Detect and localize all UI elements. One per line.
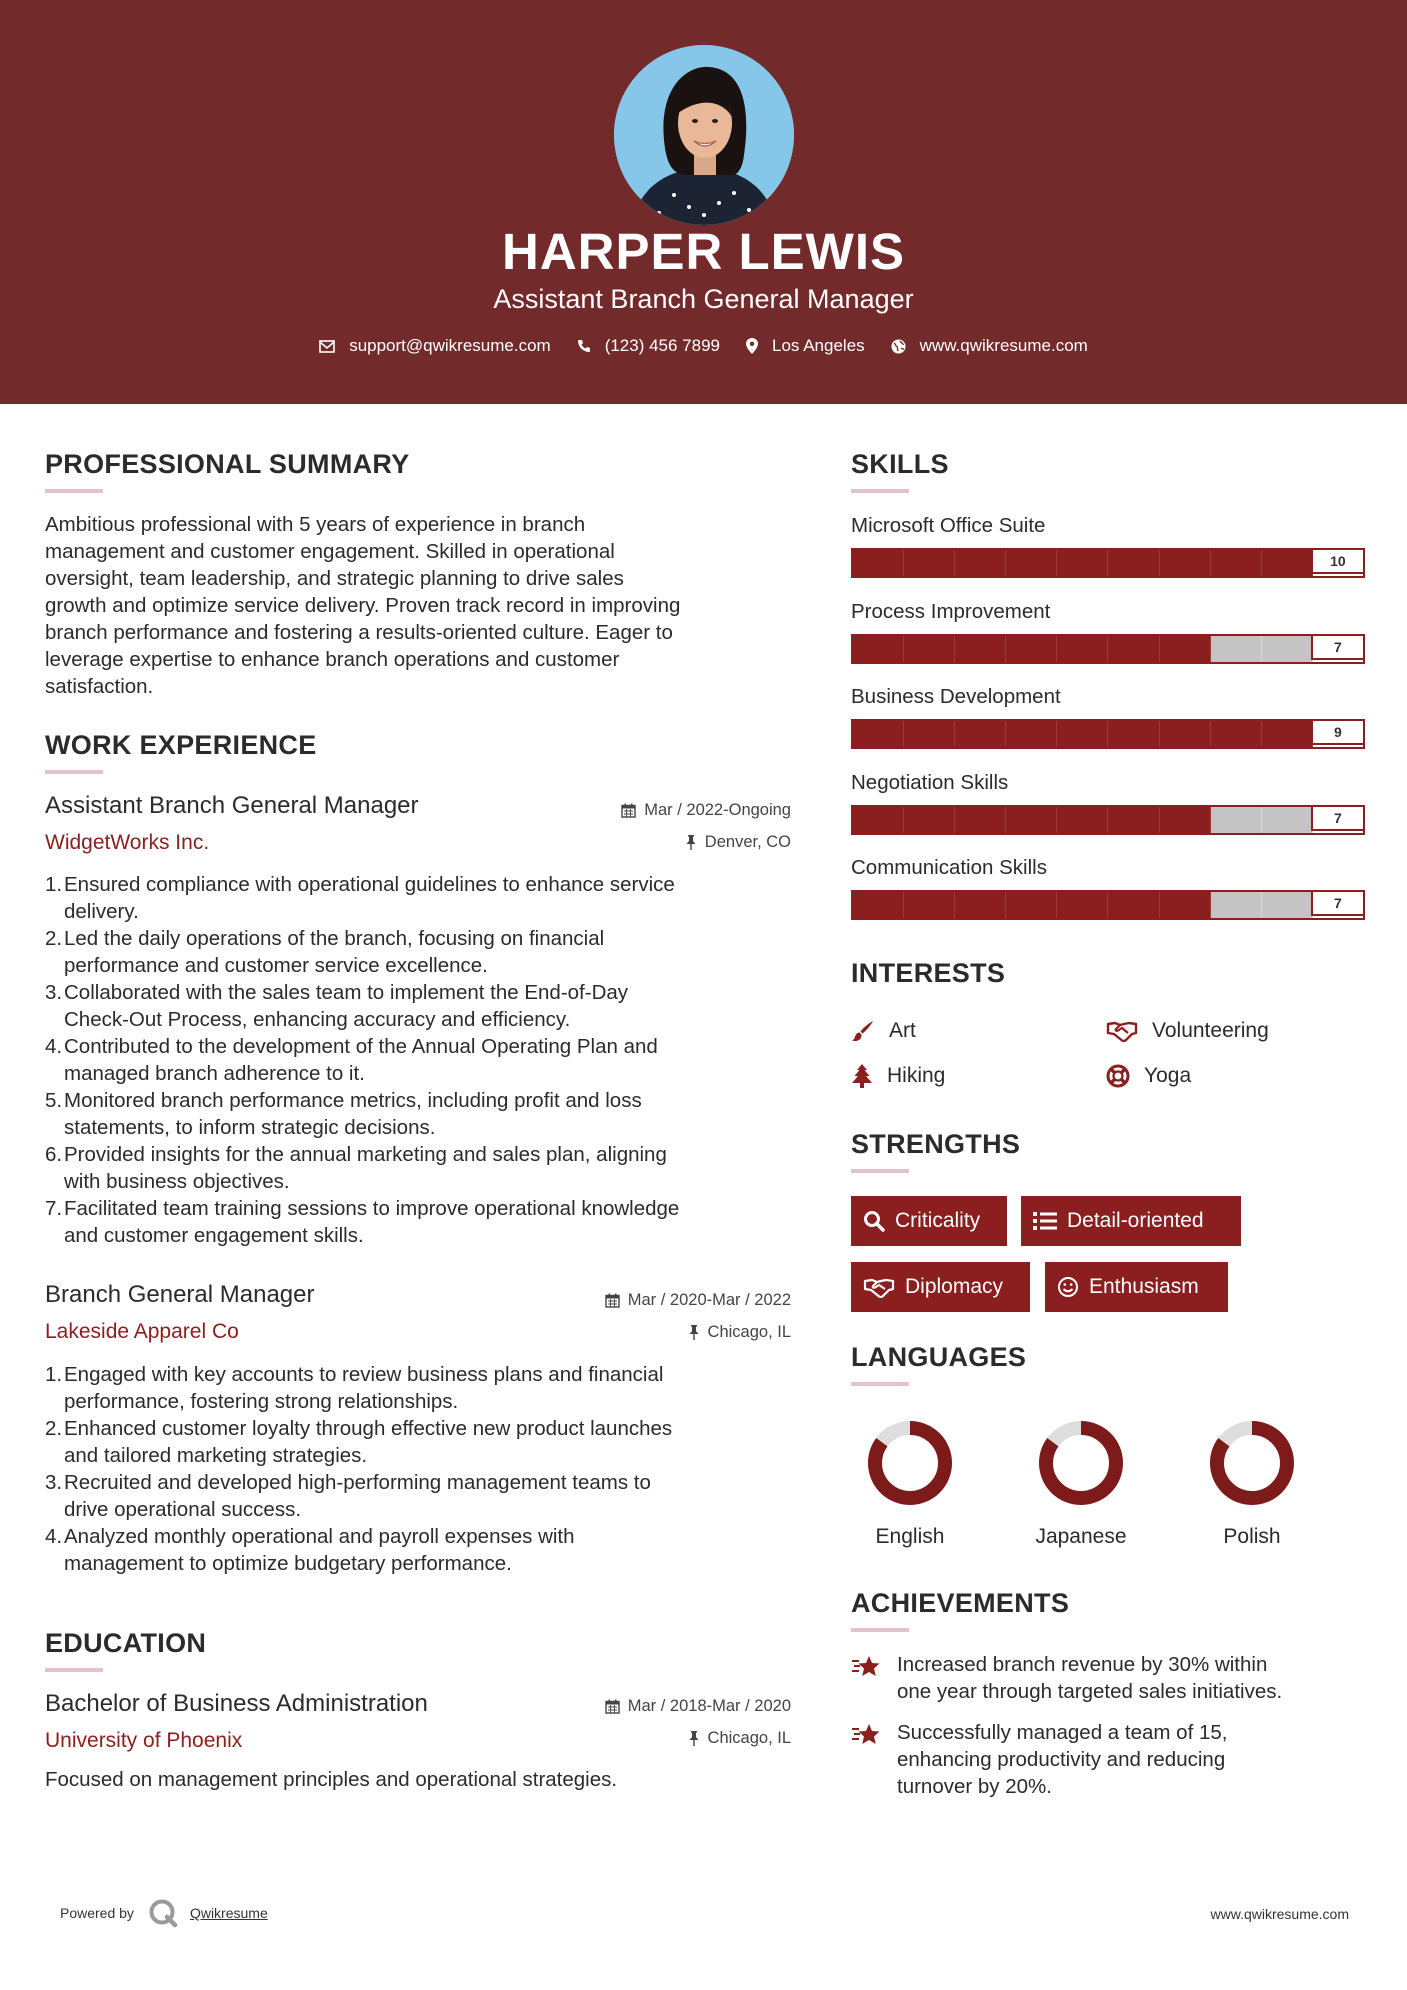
candidate-title: Assistant Branch General Manager [493, 284, 914, 314]
interest-item [1106, 1064, 1191, 1088]
list-item-line: Analyzed monthly operational and payroll expenses with [64, 1525, 575, 1548]
summary-text [45, 511, 805, 700]
skill-level-segment [1160, 636, 1211, 662]
skill-level-segment [955, 807, 1006, 833]
experience-divider [45, 770, 103, 774]
calendar-icon [605, 1699, 620, 1714]
list-item-line: Collaborated with the sales team to implement the End-of-Day [64, 981, 629, 1004]
contact-website-text: www.qwikresume.com [919, 336, 1088, 355]
skill-level-label: 7 [1311, 890, 1365, 916]
list-item-line: managed branch adherence to it. [64, 1062, 365, 1085]
skills-divider [851, 489, 909, 493]
footer-url[interactable]: www.qwikresume.com [1210, 1906, 1349, 1922]
skill-level-segment [1108, 721, 1159, 747]
strength-label: Criticality [895, 1209, 981, 1232]
list-item-line: performance and customer service excellence. [64, 954, 488, 977]
list-item-line: Facilitated team training sessions to improve operational knowledge [64, 1197, 680, 1220]
list-item-line: statements, to inform strategic decisions. [64, 1116, 436, 1139]
strength-tag [1045, 1262, 1228, 1312]
skill-level-segment [853, 550, 904, 576]
skill-level-segment [904, 807, 955, 833]
summary-heading: PROFESSIONAL SUMMARY [45, 449, 410, 479]
skill-level-segment [904, 892, 955, 918]
list-number: 4. [45, 1035, 63, 1058]
contact-phone[interactable] [577, 336, 720, 356]
phone-icon [577, 339, 591, 353]
header-banner [0, 0, 1407, 404]
strengths-divider [851, 1169, 909, 1173]
list-item [45, 1195, 805, 1249]
skill-level-segment [904, 721, 955, 747]
job-location [531, 1323, 791, 1342]
strengths-heading: STRENGTHS [851, 1129, 1021, 1159]
skill-level-segment [853, 807, 904, 833]
list-number: 6. [45, 1143, 63, 1166]
skill-level-segment [1211, 636, 1262, 662]
skill-level-segment [1262, 636, 1313, 662]
job-title: Assistant Branch General Manager [45, 792, 419, 819]
handshake-icon [863, 1276, 895, 1298]
list-number: 5. [45, 1089, 63, 1112]
powered-by-label: Powered by [60, 1905, 134, 1921]
list-item [45, 1033, 805, 1087]
job-dates [531, 801, 791, 820]
education-location-text: Chicago, IL [707, 1729, 791, 1747]
strength-tag [1021, 1196, 1241, 1246]
summary-line: management and customer engagement. Skilled in operational [45, 540, 615, 563]
summary-line: growth and optimize service delivery. Proven track record in improving [45, 594, 681, 617]
list-item-line: Contributed to the development of the Annual Operating Plan and [64, 1035, 658, 1058]
education-dates-text: Mar / 2018-Mar / 2020 [627, 1697, 791, 1715]
list-item-line: drive operational success. [64, 1498, 302, 1521]
list-number: 2. [45, 927, 63, 950]
skill-name: Business Development [851, 685, 1061, 708]
skill-level-segment [1211, 807, 1262, 833]
interest-item [851, 1064, 945, 1088]
list-item [45, 1415, 805, 1469]
contact-email[interactable] [319, 336, 551, 356]
summary-line: branch performance and fostering a results-oriented culture. Eager to [45, 621, 673, 644]
skill-level-segment [955, 550, 1006, 576]
skill-level-label: 7 [1311, 805, 1365, 831]
skill-level-segment [1160, 550, 1211, 576]
skill-level-segment [1057, 721, 1108, 747]
contact-location [746, 336, 865, 356]
interest-item [1106, 1019, 1269, 1043]
achievement-text [897, 1651, 1282, 1705]
profile-photo [614, 45, 794, 225]
education-dates [531, 1697, 791, 1716]
skill-level-bar [851, 719, 1365, 749]
interest-label: Hiking [887, 1064, 946, 1087]
skill-name: Negotiation Skills [851, 770, 1009, 794]
search-icon [863, 1210, 885, 1232]
list-item-line: with business objectives. [64, 1170, 290, 1193]
language-donut [1031, 1413, 1131, 1513]
job-dates-text: Mar / 2020-Mar / 2022 [627, 1291, 791, 1309]
achievement-item [851, 1719, 1371, 1800]
list-item-line: Engaged with key accounts to review business plans and financial [64, 1363, 664, 1386]
handshake-icon [1106, 1019, 1138, 1043]
strength-tag [851, 1262, 1030, 1312]
list-item [45, 979, 805, 1033]
skill-level-segment [1108, 636, 1159, 662]
language-name: Polish [1223, 1525, 1281, 1548]
summary-divider [45, 489, 103, 493]
skill-level-segment [1211, 892, 1262, 918]
pushpin-icon [685, 835, 697, 850]
interest-label: Volunteering [1152, 1019, 1269, 1042]
skill-level-segment [1057, 550, 1108, 576]
skill-level-segment [1108, 892, 1159, 918]
list-number: 1. [45, 873, 63, 896]
list-item [45, 1141, 805, 1195]
education-location [531, 1729, 791, 1748]
list-item-line: Monitored branch performance metrics, including profit and loss [64, 1089, 642, 1112]
achievement-line: Increased branch revenue by 30% within [897, 1653, 1268, 1676]
skill-level-segment [1211, 550, 1262, 576]
languages-divider [851, 1382, 909, 1386]
achievement-text [897, 1719, 1227, 1800]
skills-heading: SKILLS [851, 449, 949, 479]
list-icon [1033, 1211, 1057, 1231]
skill-level-bar [851, 634, 1365, 664]
skill-level-segment [1262, 550, 1313, 576]
achievement-line: Successfully managed a team of 15, [897, 1721, 1228, 1744]
language-name: Japanese [1035, 1525, 1127, 1548]
list-number: 3. [45, 1471, 63, 1494]
list-item-line: and customer engagement skills. [64, 1224, 364, 1247]
skill-level-segment [955, 892, 1006, 918]
job-duties-list [45, 871, 805, 1249]
skill-level-segment [853, 892, 904, 918]
skill-level-segment [1160, 721, 1211, 747]
skill-level-bar [851, 890, 1365, 920]
skill-name: Microsoft Office Suite [851, 514, 1046, 537]
list-item [45, 1523, 805, 1577]
skill-level-bar [851, 805, 1365, 835]
smile-icon [1057, 1276, 1079, 1298]
list-number: 4. [45, 1525, 63, 1548]
contact-location-text: Los Angeles [772, 336, 865, 355]
skill-level-segment [1160, 807, 1211, 833]
star-award-icon [851, 1721, 883, 1747]
skill-level-segment [853, 636, 904, 662]
skill-level-segment [853, 721, 904, 747]
profile-photo-image [614, 45, 794, 225]
globe-icon [891, 339, 906, 354]
skill-level-segment [1006, 807, 1057, 833]
qwikresume-logo-icon [148, 1898, 178, 1928]
skill-level-segment [1006, 636, 1057, 662]
skill-level-segment [1057, 892, 1108, 918]
education-divider [45, 1668, 103, 1672]
skill-level-segment [1262, 721, 1313, 747]
achievement-line: one year through targeted sales initiatives. [897, 1680, 1283, 1703]
pushpin-icon [688, 1731, 700, 1746]
list-number: 2. [45, 1417, 63, 1440]
interest-label: Art [889, 1019, 916, 1042]
summary-line: Ambitious professional with 5 years of experience in branch [45, 513, 586, 536]
candidate-name: HARPER LEWIS [501, 223, 906, 280]
map-pin-icon [746, 338, 758, 354]
strength-label: Enthusiasm [1089, 1275, 1199, 1298]
list-item-line: Check-Out Process, enhancing accuracy and efficiency. [64, 1008, 571, 1031]
job-location [531, 833, 791, 852]
company-name: Lakeside Apparel Co [45, 1320, 239, 1343]
education-description: Focused on management principles and operational strategies. [45, 1768, 618, 1791]
interest-item [851, 1019, 916, 1043]
skill-level-segment [1057, 636, 1108, 662]
job-title: Branch General Manager [45, 1281, 315, 1308]
experience-heading: WORK EXPERIENCE [45, 730, 317, 760]
interest-label: Yoga [1144, 1064, 1192, 1087]
achievement-line: turnover by 20%. [897, 1775, 1052, 1798]
list-item-line: Recruited and developed high-performing management teams to [64, 1471, 651, 1494]
skill-level-segment [1262, 892, 1313, 918]
summary-line: leverage expertise to enhance branch operations and customer [45, 648, 620, 671]
job-duties-list [45, 1361, 805, 1577]
list-item [45, 1469, 805, 1523]
calendar-icon [605, 1293, 620, 1308]
skill-level-segment [1108, 807, 1159, 833]
languages-heading: LANGUAGES [851, 1342, 1027, 1372]
list-item-line: Ensured compliance with operational guidelines to enhance service [64, 873, 675, 896]
skill-level-segment [1006, 721, 1057, 747]
language-donut [860, 1413, 960, 1513]
language-donut [1202, 1413, 1302, 1513]
skill-level-segment [1211, 721, 1262, 747]
interests-heading: INTERESTS [851, 958, 1006, 988]
job-dates-text: Mar / 2022-Ongoing [644, 801, 791, 819]
list-item-line: Provided insights for the annual marketing and sales plan, aligning [64, 1143, 667, 1166]
tree-icon [851, 1064, 873, 1088]
company-name: WidgetWorks Inc. [45, 831, 210, 854]
star-award-icon [851, 1653, 883, 1679]
list-item-line: delivery. [64, 900, 139, 923]
language-name: English [875, 1525, 945, 1548]
achievements-heading: ACHIEVEMENTS [851, 1588, 1070, 1618]
skill-level-segment [1108, 550, 1159, 576]
job-location-text: Chicago, IL [707, 1323, 791, 1341]
calendar-icon [621, 803, 636, 818]
skill-level-segment [1057, 807, 1108, 833]
skill-level-segment [904, 636, 955, 662]
job-location-text: Denver, CO [704, 833, 791, 851]
contact-email-text: support@qwikresume.com [349, 336, 551, 355]
envelope-icon [319, 340, 335, 353]
skill-level-segment [1262, 807, 1313, 833]
list-item-line: management to optimize budgetary performance. [64, 1552, 512, 1575]
skill-level-segment [955, 721, 1006, 747]
list-number: 7. [45, 1197, 63, 1220]
skill-level-segment [955, 636, 1006, 662]
contact-row [0, 336, 1407, 356]
education-heading: EDUCATION [45, 1628, 207, 1658]
strength-tag [851, 1196, 1007, 1246]
paintbrush-icon [851, 1019, 875, 1043]
achievement-line: enhancing productivity and reducing [897, 1748, 1226, 1771]
list-item-line: Enhanced customer loyalty through effective new product launches [64, 1417, 673, 1440]
qwikresume-link[interactable]: Qwikresume [189, 1905, 268, 1921]
degree-title: Bachelor of Business Administration [45, 1690, 428, 1717]
skill-level-label: 9 [1311, 719, 1365, 745]
achievement-item [851, 1651, 1371, 1705]
list-item [45, 925, 805, 979]
skill-level-segment [1006, 550, 1057, 576]
list-item [45, 871, 805, 925]
skill-level-segment [1006, 892, 1057, 918]
summary-line: oversight, team leadership, and strategic planning to drive sales [45, 567, 624, 590]
list-number: 3. [45, 981, 63, 1004]
lifering-icon [1106, 1064, 1130, 1088]
skill-name: Communication Skills [851, 856, 1047, 879]
skill-level-bar [851, 548, 1365, 578]
contact-website[interactable] [891, 336, 1088, 356]
strength-label: Detail-oriented [1067, 1209, 1204, 1232]
job-dates [531, 1291, 791, 1310]
skill-level-segment [1160, 892, 1211, 918]
contact-phone-text: (123) 456 7899 [604, 336, 721, 355]
skill-level-label: 7 [1311, 634, 1365, 660]
list-item [45, 1087, 805, 1141]
pushpin-icon [688, 1325, 700, 1340]
summary-line: satisfaction. [45, 675, 154, 698]
list-item [45, 1361, 805, 1415]
skill-level-segment [904, 550, 955, 576]
achievements-divider [851, 1628, 909, 1632]
strength-label: Diplomacy [905, 1275, 1004, 1298]
school-name: University of Phoenix [45, 1729, 243, 1752]
list-number: 1. [45, 1363, 63, 1386]
list-item-line: Led the daily operations of the branch, focusing on financial [64, 927, 605, 950]
list-item-line: and tailored marketing strategies. [64, 1444, 368, 1467]
skill-level-label: 10 [1311, 548, 1365, 574]
powered-by [60, 1898, 268, 1928]
skill-name: Process Improvement [851, 599, 1051, 623]
list-item-line: performance, fostering strong relationships. [64, 1390, 459, 1413]
